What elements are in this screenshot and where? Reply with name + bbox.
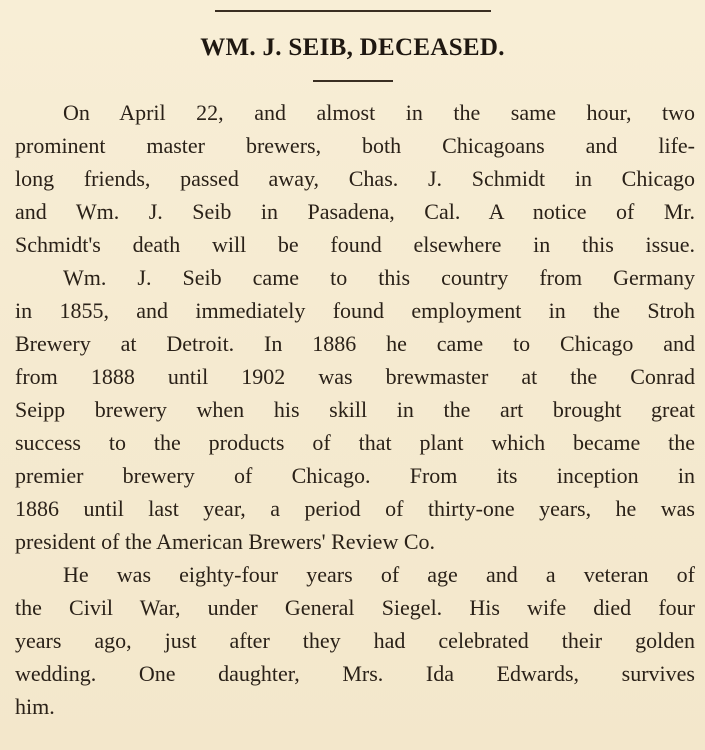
paragraph-1-line-3: long friends, passed away, Chas. J. Schmidt in Chicago	[15, 166, 695, 191]
paragraph-2-line-7: premier brewery of Chicago. From its inception in	[15, 463, 695, 488]
article-headline: WM. J. SEIB, DECEASED.	[200, 34, 505, 61]
article-body	[15, 96, 695, 723]
paragraph-2-line-6: success to the products of that plant which became the	[15, 430, 695, 455]
paragraph-2-line-2: in 1855, and immediately found employment in the Stroh	[15, 298, 695, 323]
paragraph-2-line-8: 1886 until last year, a period of thirty-one years, he was	[15, 496, 695, 521]
paragraph-3-line-1: He was eighty-four years of age and a veteran of	[63, 562, 695, 587]
top-divider-rule	[215, 10, 491, 12]
paragraph-1-line-2: prominent master brewers, both Chicagoans and life-	[15, 133, 695, 158]
paragraph-1-line-1: On April 22, and almost in the same hour, two	[63, 100, 695, 125]
paragraph-3-line-2: the Civil War, under General Siegel. His wife died four	[15, 595, 695, 620]
paragraph-2-line-4: from 1888 until 1902 was brewmaster at the Conrad	[15, 364, 695, 389]
paragraph-2-line-1: Wm. J. Seib came to this country from Germany	[63, 265, 695, 290]
paragraph-3-line-4: wedding. One daughter, Mrs. Ida Edwards, survives	[15, 661, 695, 686]
headline-divider-rule	[313, 80, 393, 82]
paragraph-2-line-3: Brewery at Detroit. In 1886 he came to Chicago and	[15, 331, 695, 356]
paragraph-2-line-9: president of the American Brewers' Review Co.	[15, 529, 436, 554]
paragraph-3-line-3: years ago, just after they had celebrated their golden	[15, 628, 695, 653]
paragraph-2-line-5: Seipp brewery when his skill in the art brought great	[15, 397, 695, 422]
paragraph-1-line-4: and Wm. J. Seib in Pasadena, Cal. A notice of Mr.	[15, 199, 695, 224]
paragraph-1-line-5: Schmidt's death will be found elsewhere in this issue.	[15, 232, 695, 257]
paragraph-3-line-5: him.	[15, 694, 55, 719]
